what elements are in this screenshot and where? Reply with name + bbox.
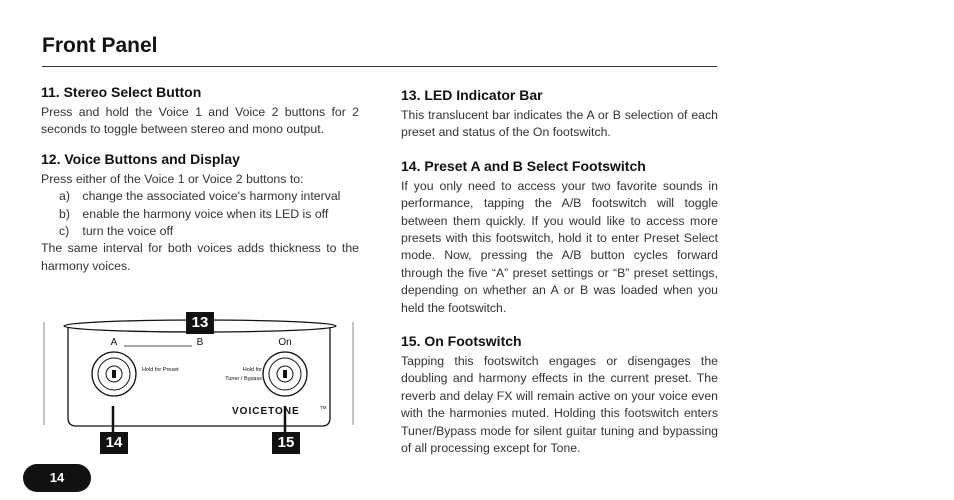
section-15 [401,333,718,457]
title-rule [42,66,717,67]
front-panel-illustration [40,310,360,460]
section-14-heading: 14. Preset A and B Select Footswitch [401,157,646,174]
list-item-text: change the associated voice's harmony interval [82,189,341,204]
list-item [41,206,359,223]
section-12-intro: Press either of the Voice 1 or Voice 2 buttons to: [41,171,304,186]
right-column [401,87,718,458]
label-on: On [278,337,292,348]
left-column [41,84,359,275]
section-15-heading: 15. On Footswitch [401,333,522,350]
ab-footswitch-stem [112,370,116,378]
section-12 [41,151,359,275]
label-hold-for: Hold for [242,367,262,373]
trademark-mark: TM [320,405,327,410]
section-13-heading: 13. LED Indicator Bar [401,87,543,103]
section-14-body: If you only need to access your two favorite sounds in performance, tapping the A/B footswitch will toggle between them quickly. If you would like to access more presets with this footswitch, hold it to enter Preset Select mode. Now, pressing the A/B button cycles forward through the five “A” preset settings or “B” preset settings, depending on whether an A or B was loaded when you held the footswitch. [401,178,718,315]
list-item [41,223,359,240]
list-item-mark: b) [59,206,70,221]
section-13-body: This translucent bar indicates the A or B selection of each preset and status of the On footswitch. [401,108,718,140]
section-15-body: Tapping this footswitch engages or disengages the doubling and harmony effects in the current preset. The reverb and delay FX will remain active on your voice even with the harmonies muted. Holding this footswitch enters Tuner/Bypass mode for silent guitar tuning and bypassing of all processing except for Tone. [401,354,718,456]
callout-13: 13 [186,312,214,334]
label-b: B [196,337,204,348]
list-item-text: enable the harmony voice when its LED is off [82,206,329,221]
section-12-outro: The same interval for both voices adds thickness to the harmony voices. [41,241,359,273]
label-hold-for-preset: Hold for Preset [142,367,179,373]
list-item-mark: c) [59,224,70,239]
list-item [41,188,359,205]
list-item-text: turn the voice off [82,224,174,239]
on-footswitch-stem [283,370,287,378]
brand-logo: VOICETONE [232,406,300,417]
callout-15: 15 [272,432,300,454]
section-11-heading: 11. Stereo Select Button [41,84,202,100]
label-tuner-bypass: Tuner / Bypass [225,376,262,382]
callout-14: 14 [100,432,128,454]
section-11 [41,84,359,139]
label-a: A [110,337,118,348]
section-13 [401,87,718,142]
section-11-body: Press and hold the Voice 1 and Voice 2 buttons for 2 seconds to toggle between stereo and mono output. [41,105,359,137]
section-12-heading: 12. Voice Buttons and Display [41,150,240,167]
page-number: 14 [23,464,91,492]
page-title: Front Panel [42,34,158,57]
section-14 [401,158,718,317]
list-item-mark: a) [59,189,70,204]
voice-options-list [41,188,359,240]
